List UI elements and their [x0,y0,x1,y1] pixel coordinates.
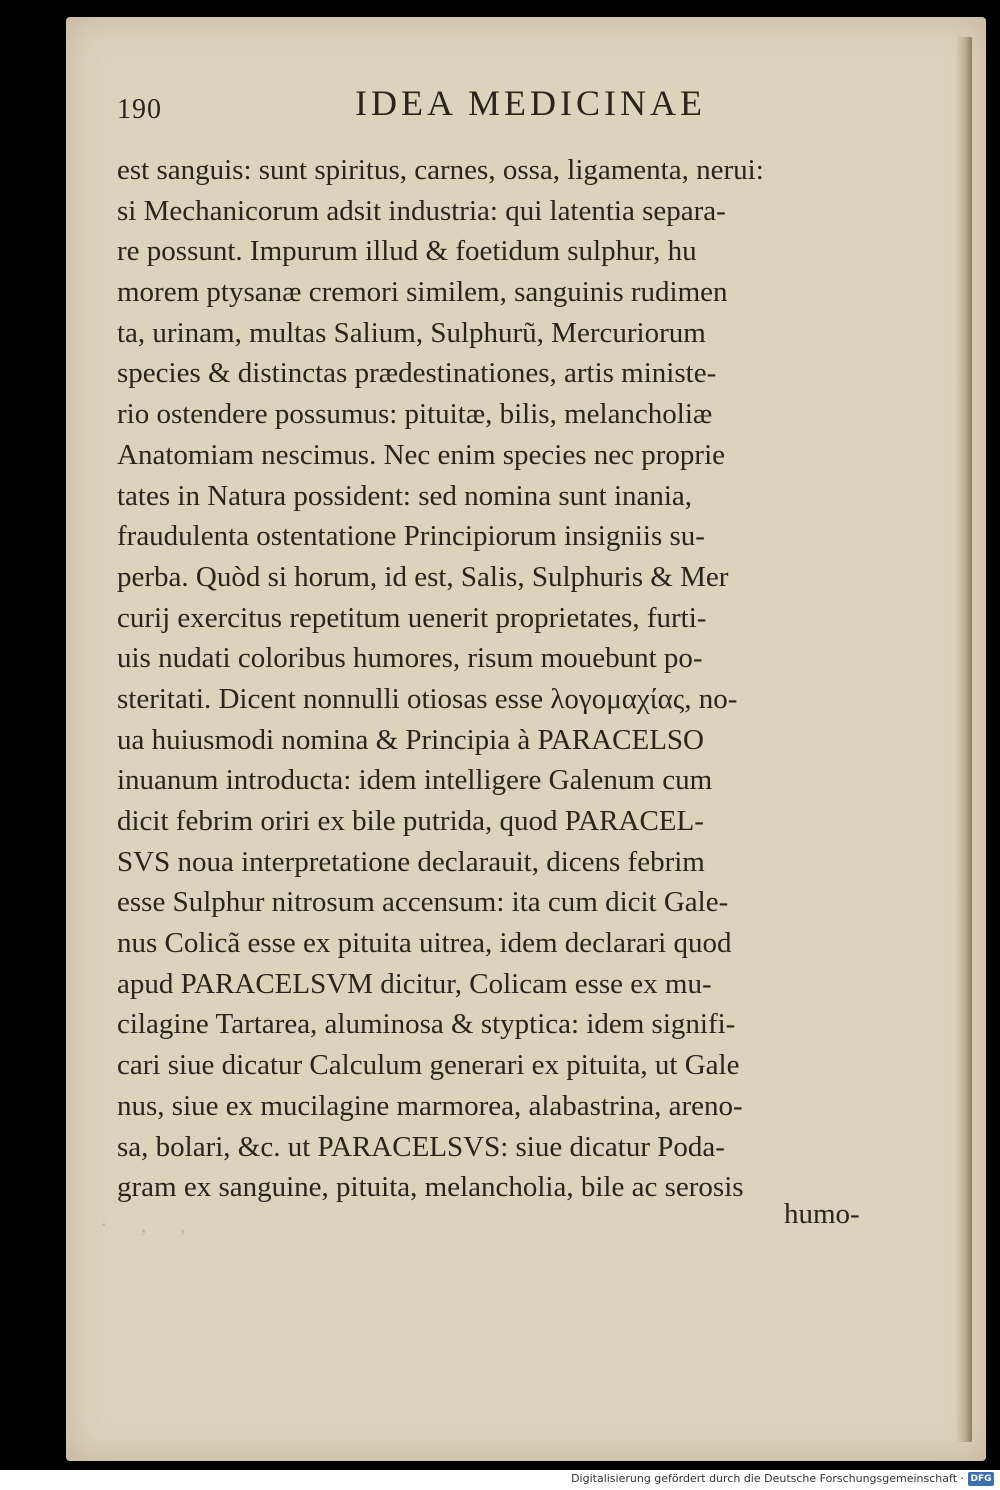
text-line: inuanum introducta: idem intelligere Galenum cum [117,764,713,797]
page-number: 190 [117,94,162,125]
text-line: curij exercitus repetitum uenerit proprietates, furti- [117,601,707,634]
footer-credit: Digitalisierung gefördert durch die Deutsche Forschungsgemeinschaft · [571,1472,964,1485]
text-line: sa, bolari, &c. ut PARACELSVS: siue dicatur Poda- [117,1130,725,1163]
text-line: species & distinctas prædestinationes, artis ministe- [117,357,717,390]
text-line: nus, siue ex mucilagine marmorea, alabastrina, areno- [117,1089,743,1122]
running-head [117,82,897,132]
body-text [117,150,897,1208]
page-edge [956,37,972,1442]
text-line: re possunt. Impurum illud & foetidum sulphur, hu [117,235,697,268]
text-line: rio ostendere possumus: pituitæ, bilis, melancholiæ [117,398,713,431]
text-line: nus Colicã esse ex pituita uitrea, idem declarari quod [117,927,732,960]
text-line: Anatomiam nescimus. Nec enim species nec proprie [117,438,725,471]
text-line: morem ptysanæ cremori similem, sanguinis rudimen [117,276,728,309]
bleed-through-marks: · , , [100,1212,200,1237]
text-line: perba. Quòd si horum, id est, Salis, Sulphuris & Mer [117,560,729,593]
catchword: humo- [784,1198,860,1230]
text-line: uis nudati coloribus humores, risum mouebunt po- [117,642,703,675]
text-line: est sanguis: sunt spiritus, carnes, ossa, ligamenta, nerui: [117,154,764,186]
running-title: IDEA MEDICINAE [355,83,706,123]
text-line: ta, urinam, multas Salium, Sulphurũ, Mercuriorum [117,316,706,349]
text-line: steritati. Dicent nonnulli otiosas esse λογομαχίας, no- [117,682,738,715]
text-line: esse Sulphur nitrosum accensum: ita cum dicit Gale- [117,886,729,919]
text-line: cari siue dicatur Calculum generari ex pituita, ut Gale [117,1049,740,1082]
text-line: SVS noua interpretatione declarauit, dicens febrim [117,845,705,878]
text-line: dicit febrim oriri ex bile putrida, quod PARACEL- [117,805,704,837]
text-line: fraudulenta ostentatione Principiorum insigniis su- [117,520,705,553]
text-line: ua huiusmodi nomina & Principia à PARACELSO [117,723,704,756]
text-line: si Mechanicorum adsit industria: qui latentia separa- [117,194,726,227]
footer-bar [0,1470,1000,1490]
dfg-logo-icon: DFG [968,1472,994,1486]
text-line: cilagine Tartarea, aluminosa & styptica: idem signifi- [117,1008,736,1041]
text-line: tates in Natura possident: sed nomina sunt inania, [117,479,693,512]
text-line: apud PARACELSVM dicitur, Colicam esse ex mu- [117,967,712,1000]
text-line: gram ex sanguine, pituita, melancholia, bile ac serosis [117,1171,744,1204]
